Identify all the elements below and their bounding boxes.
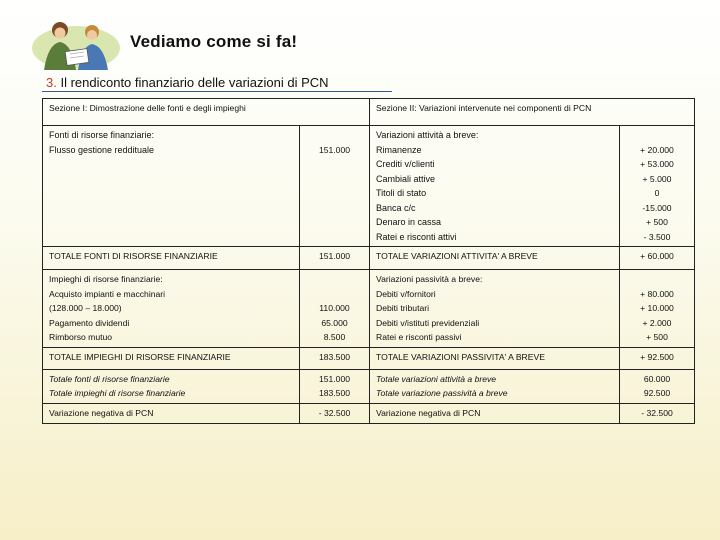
table-row [43, 369, 695, 403]
var-attivita-label: Titoli di stato [376, 188, 427, 198]
var-passivita-value: + 500 [646, 332, 668, 342]
var-passivita-heading: Variazioni passività a breve: [376, 274, 483, 284]
impieghi-label: Acquisto impianti e macchinari [49, 288, 166, 299]
var-passivita-value: + 80.000 [640, 288, 674, 299]
var-attivita-value: - 3.500 [643, 231, 671, 242]
table-row [43, 347, 695, 369]
table-row [43, 403, 695, 423]
subtitle-number: 3. [46, 75, 57, 90]
var-neg-right-value: - 32.500 [620, 403, 695, 423]
riepilogo-left-values [300, 369, 370, 403]
var-attivita-value: 0 [654, 188, 660, 198]
var-attivita-label: Denaro in cassa [376, 217, 442, 227]
table-row [43, 99, 695, 126]
impieghi-label: (128.000 – 18.000) [49, 303, 122, 313]
var-attivita-value: + 53.000 [640, 159, 674, 169]
impieghi-cell [43, 270, 300, 348]
riepilogo-right-values [620, 369, 695, 403]
totale-impieghi-label: TOTALE IMPIEGHI DI RISORSE FINANZIARIE [43, 347, 300, 369]
page-title: Vediamo come si fa! [130, 32, 298, 51]
table-row [43, 126, 695, 247]
var-passivita-value: + 10.000 [640, 303, 674, 313]
subtitle-text: Il rendiconto finanziario delle variazioni di PCN [60, 75, 329, 90]
var-neg-right-label: Variazione negativa di PCN [370, 403, 620, 423]
var-attivita-value: + 20.000 [640, 144, 674, 155]
riepilogo-label: Totale fonti di risorse finanziarie [49, 373, 170, 384]
var-neg-left-value: - 32.500 [300, 403, 370, 423]
totale-var-passivita-label: TOTALE VARIAZIONI PASSIVITA' A BREVE [370, 347, 620, 369]
section-2-title: Sezione II: Variazioni intervenute nei componenti di PCN [370, 99, 695, 126]
riepilogo-value: 183.500 [318, 388, 351, 398]
riepilogo-left-labels [43, 369, 300, 403]
riepilogo-label: Totale variazioni attività a breve [376, 373, 497, 384]
fonti-item-value: 151.000 [318, 144, 351, 155]
var-attivita-value: + 5.000 [642, 173, 672, 184]
riepilogo-value: 151.000 [318, 373, 351, 384]
impieghi-heading: Impieghi di risorse finanziarie: [49, 274, 163, 284]
var-attivita-label: Cambiali attive [376, 173, 436, 184]
impieghi-values [300, 270, 370, 348]
var-attivita-cell [370, 126, 620, 247]
totale-fonti-label: TOTALE FONTI DI RISORSE FINANZIARIE [43, 247, 300, 270]
var-passivita-values [620, 270, 695, 348]
impieghi-value: 8.500 [323, 332, 346, 342]
var-attivita-label: Crediti v/clienti [376, 159, 435, 169]
var-passivita-label: Debiti v/fornitori [376, 288, 436, 299]
fonti-cell [43, 126, 300, 247]
subtitle-underline [42, 91, 392, 92]
impieghi-label: Rimborso mutuo [49, 332, 113, 342]
var-passivita-value: + 2.000 [642, 317, 672, 328]
fonti-item-label: Flusso gestione reddituale [49, 144, 155, 155]
riepilogo-label: Totale variazione passività a breve [376, 388, 508, 398]
impieghi-value: 110.000 [319, 303, 350, 313]
var-passivita-label: Debiti v/istituti previdenziali [376, 317, 480, 328]
totale-var-attivita-label: TOTALE VARIAZIONI ATTIVITA' A BREVE [370, 247, 620, 270]
var-attivita-heading: Variazioni attività a breve: [376, 130, 479, 140]
table-row [43, 270, 695, 348]
riepilogo-right-labels [370, 369, 620, 403]
totale-var-passivita-value: + 92.500 [620, 347, 695, 369]
totale-impieghi-value: 183.500 [300, 347, 370, 369]
var-passivita-label: Ratei e risconti passivi [376, 332, 462, 342]
var-passivita-label: Debiti tributari [376, 303, 430, 313]
table-row [43, 247, 695, 270]
rendiconto-table [42, 98, 695, 424]
riepilogo-label: Totale impieghi di risorse finanziarie [49, 388, 186, 398]
totale-var-attivita-value: + 60.000 [620, 247, 695, 270]
people-reading-illustration [30, 12, 122, 72]
var-attivita-label: Ratei e risconti attivi [376, 231, 457, 242]
totale-fonti-value: 151.000 [300, 247, 370, 270]
var-attivita-values [620, 126, 695, 247]
impieghi-value [306, 287, 363, 302]
riepilogo-value: 60.000 [643, 373, 671, 384]
riepilogo-value: 92.500 [643, 388, 671, 398]
var-attivita-label: Banca c/c [376, 202, 416, 213]
section-1-title: Sezione I: Dimostrazione delle fonti e degli impieghi [43, 99, 370, 126]
fonti-values [300, 126, 370, 247]
var-attivita-value: -15.000 [642, 202, 672, 213]
var-passivita-cell [370, 270, 620, 348]
impieghi-label: Pagamento dividendi [49, 317, 130, 328]
var-attivita-value: + 500 [646, 217, 668, 227]
impieghi-value: 65.000 [321, 317, 348, 328]
section-subtitle [46, 75, 329, 90]
fonti-heading: Fonti di risorse finanziarie: [49, 130, 155, 140]
var-neg-left-label: Variazione negativa di PCN [43, 403, 300, 423]
var-attivita-label: Rimanenze [376, 144, 422, 155]
